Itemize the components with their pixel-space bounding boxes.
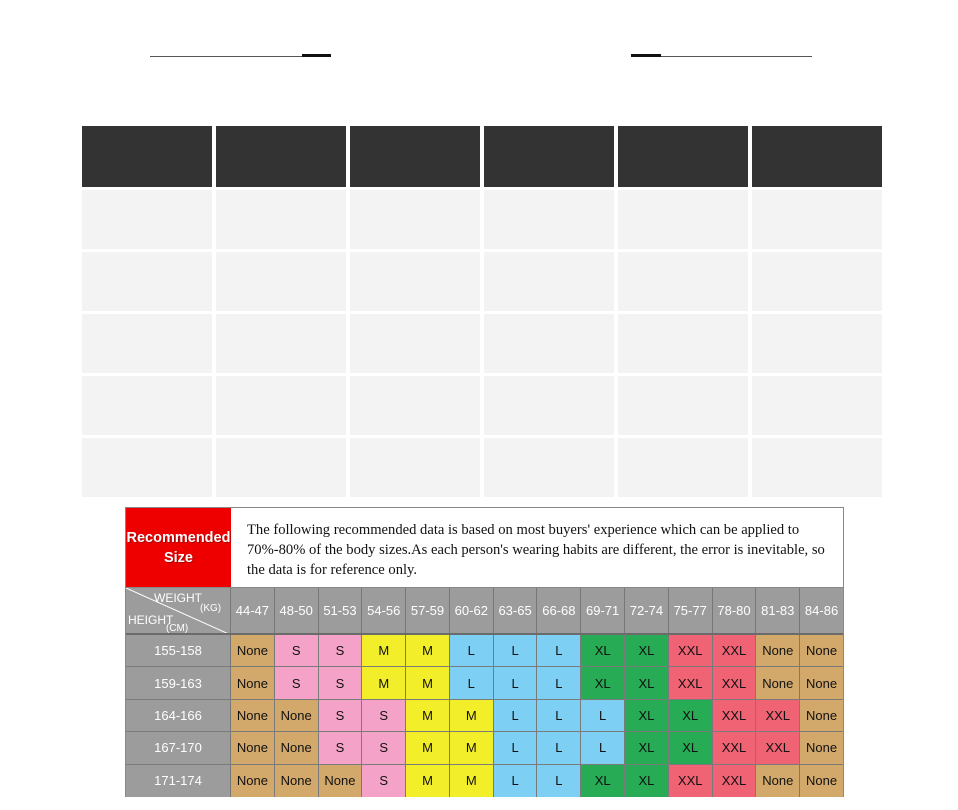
size-table-cell xyxy=(618,190,748,249)
weight-range-cell: 63-65 xyxy=(494,588,538,633)
weight-range-cell: 84-86 xyxy=(800,588,843,633)
size-cell: S xyxy=(275,667,319,698)
size-table-cell xyxy=(484,314,614,373)
title-rule-right xyxy=(661,56,812,57)
weight-range-cell: 60-62 xyxy=(450,588,494,633)
size-cell: M xyxy=(406,700,450,731)
title-rule-left xyxy=(150,56,302,57)
size-row xyxy=(126,667,843,699)
size-table-header-cell xyxy=(618,126,748,187)
size-cell: None xyxy=(800,635,843,666)
size-cell: S xyxy=(275,635,319,666)
size-table-row xyxy=(82,376,882,435)
size-cell: None xyxy=(231,732,275,763)
corner-height-label: HEIGHT xyxy=(128,613,174,627)
size-cell: M xyxy=(406,667,450,698)
size-cell: M xyxy=(450,765,494,797)
size-table-cell xyxy=(752,376,882,435)
size-table-cell xyxy=(350,190,480,249)
size-cell: S xyxy=(362,700,406,731)
size-cell: XL xyxy=(625,732,669,763)
size-table xyxy=(82,126,882,497)
size-cell: L xyxy=(450,635,494,666)
weight-range-cell: 78-80 xyxy=(713,588,757,633)
size-table-cell xyxy=(752,252,882,311)
size-table-row xyxy=(82,438,882,497)
size-table-cell xyxy=(216,376,346,435)
size-cell: S xyxy=(319,635,363,666)
size-table-row xyxy=(82,314,882,373)
size-cell: M xyxy=(450,732,494,763)
size-table-cell xyxy=(82,252,212,311)
size-cell: XL xyxy=(625,700,669,731)
size-table-header xyxy=(82,126,882,187)
weight-header-row xyxy=(126,588,843,635)
size-cell: L xyxy=(450,667,494,698)
size-cell: S xyxy=(319,667,363,698)
recommended-size-header xyxy=(126,508,843,588)
size-cell: M xyxy=(406,732,450,763)
corner-kg-label: (KG) xyxy=(200,603,222,614)
size-table-cell xyxy=(350,252,480,311)
height-range-cell: 171-174 xyxy=(126,765,231,797)
size-cell: S xyxy=(319,732,363,763)
size-cell: XXL xyxy=(669,765,713,797)
size-cell: M xyxy=(406,765,450,797)
size-table-cell xyxy=(216,314,346,373)
size-table-row xyxy=(82,190,882,249)
size-cell: S xyxy=(362,765,406,797)
weight-range-cell: 48-50 xyxy=(275,588,319,633)
recommended-size-chart xyxy=(125,507,844,797)
size-cell: M xyxy=(362,667,406,698)
recommendation-note: The following recommended data is based on most buyers' experience which can be applied to 70%-80% of the body sizes.As each person's wearing habits are different, the error is inevitable, so the data is for reference only. xyxy=(247,522,825,578)
size-cell: XXL xyxy=(669,667,713,698)
size-cell: S xyxy=(362,732,406,763)
size-cell: L xyxy=(537,635,581,666)
corner-weight-label: WEIGHT xyxy=(154,591,202,605)
size-cell: XL xyxy=(581,635,625,666)
size-row xyxy=(126,765,843,797)
size-table-header-cell xyxy=(484,126,614,187)
size-cell: XL xyxy=(669,700,713,731)
size-cell: L xyxy=(537,732,581,763)
size-cell: XXL xyxy=(713,765,757,797)
size-cell: None xyxy=(275,700,319,731)
size-cell: L xyxy=(581,732,625,763)
size-cell: L xyxy=(494,635,538,666)
size-cell: XL xyxy=(581,667,625,698)
size-table-header-cell xyxy=(82,126,212,187)
size-table-row xyxy=(82,252,882,311)
size-cell: XXL xyxy=(756,700,800,731)
size-row xyxy=(126,635,843,667)
size-table-cell xyxy=(350,314,480,373)
size-cell: None xyxy=(756,765,800,797)
size-cell: L xyxy=(581,700,625,731)
size-cell: XL xyxy=(625,635,669,666)
height-range-cell: 167-170 xyxy=(126,732,231,763)
height-range-cell: 155-158 xyxy=(126,635,231,666)
size-row xyxy=(126,700,843,732)
size-grid xyxy=(126,588,843,797)
weight-cells xyxy=(231,588,843,633)
badge-line-1: Recommended xyxy=(126,529,231,546)
height-range-cell: 159-163 xyxy=(126,667,231,698)
size-rows xyxy=(126,635,843,797)
size-cell: None xyxy=(319,765,363,797)
weight-range-cell: 51-53 xyxy=(319,588,363,633)
size-table-cell xyxy=(216,438,346,497)
size-cell: L xyxy=(494,732,538,763)
title-rule-left-accent xyxy=(302,54,331,57)
size-table-cell xyxy=(484,438,614,497)
size-table-cell xyxy=(82,190,212,249)
weight-range-cell: 81-83 xyxy=(756,588,800,633)
size-cell: XL xyxy=(625,765,669,797)
size-cell: None xyxy=(756,667,800,698)
size-table-header-cell xyxy=(752,126,882,187)
weight-range-cell: 44-47 xyxy=(231,588,275,633)
size-cell: XXL xyxy=(756,732,800,763)
size-cell: M xyxy=(406,635,450,666)
size-cell: L xyxy=(537,667,581,698)
weight-range-cell: 57-59 xyxy=(406,588,450,633)
size-table-cell xyxy=(350,438,480,497)
size-table-cell xyxy=(618,376,748,435)
size-cell: None xyxy=(800,667,843,698)
height-range-cell: 164-166 xyxy=(126,700,231,731)
size-cell: L xyxy=(537,765,581,797)
size-cell: None xyxy=(231,635,275,666)
size-cell: L xyxy=(537,700,581,731)
size-cell: XXL xyxy=(713,700,757,731)
size-cell: L xyxy=(494,700,538,731)
size-row xyxy=(126,732,843,764)
size-table-cell xyxy=(484,252,614,311)
size-cell: XL xyxy=(581,765,625,797)
size-cell: XXL xyxy=(713,667,757,698)
size-cell: None xyxy=(800,732,843,763)
weight-range-cell: 72-74 xyxy=(625,588,669,633)
size-table-cell xyxy=(618,252,748,311)
size-table-cell xyxy=(752,438,882,497)
size-table-cell xyxy=(484,376,614,435)
size-table-cell xyxy=(82,438,212,497)
size-cell: L xyxy=(494,667,538,698)
size-cell: None xyxy=(756,635,800,666)
size-cell: L xyxy=(494,765,538,797)
size-table-cell xyxy=(484,190,614,249)
size-cell: None xyxy=(800,700,843,731)
size-cell: None xyxy=(231,765,275,797)
size-table-cell xyxy=(82,376,212,435)
size-cell: M xyxy=(362,635,406,666)
size-table-cell xyxy=(350,376,480,435)
size-cell: XXL xyxy=(713,635,757,666)
weight-range-cell: 75-77 xyxy=(669,588,713,633)
size-cell: M xyxy=(450,700,494,731)
size-cell: S xyxy=(319,700,363,731)
weight-range-cell: 54-56 xyxy=(362,588,406,633)
weight-height-corner xyxy=(126,588,231,633)
size-cell: XL xyxy=(625,667,669,698)
size-table-cell xyxy=(216,190,346,249)
badge-line-2: Size xyxy=(163,549,193,566)
size-table-cell xyxy=(82,314,212,373)
size-cell: XL xyxy=(669,732,713,763)
size-table-header-cell xyxy=(216,126,346,187)
weight-range-cell: 66-68 xyxy=(537,588,581,633)
size-cell: None xyxy=(231,667,275,698)
size-cell: None xyxy=(800,765,843,797)
size-cell: None xyxy=(275,732,319,763)
size-cell: XXL xyxy=(669,635,713,666)
size-table-cell xyxy=(618,314,748,373)
size-table-cell xyxy=(216,252,346,311)
size-table-cell xyxy=(618,438,748,497)
size-table-cell xyxy=(752,190,882,249)
size-cell: XXL xyxy=(713,732,757,763)
corner-cm-label: (CM) xyxy=(166,623,189,633)
size-cell: None xyxy=(275,765,319,797)
weight-range-cell: 69-71 xyxy=(581,588,625,633)
size-table-header-cell xyxy=(350,126,480,187)
size-cell: None xyxy=(231,700,275,731)
size-table-cell xyxy=(752,314,882,373)
title-rule-right-accent xyxy=(631,54,661,57)
recommended-size-badge xyxy=(126,508,231,587)
